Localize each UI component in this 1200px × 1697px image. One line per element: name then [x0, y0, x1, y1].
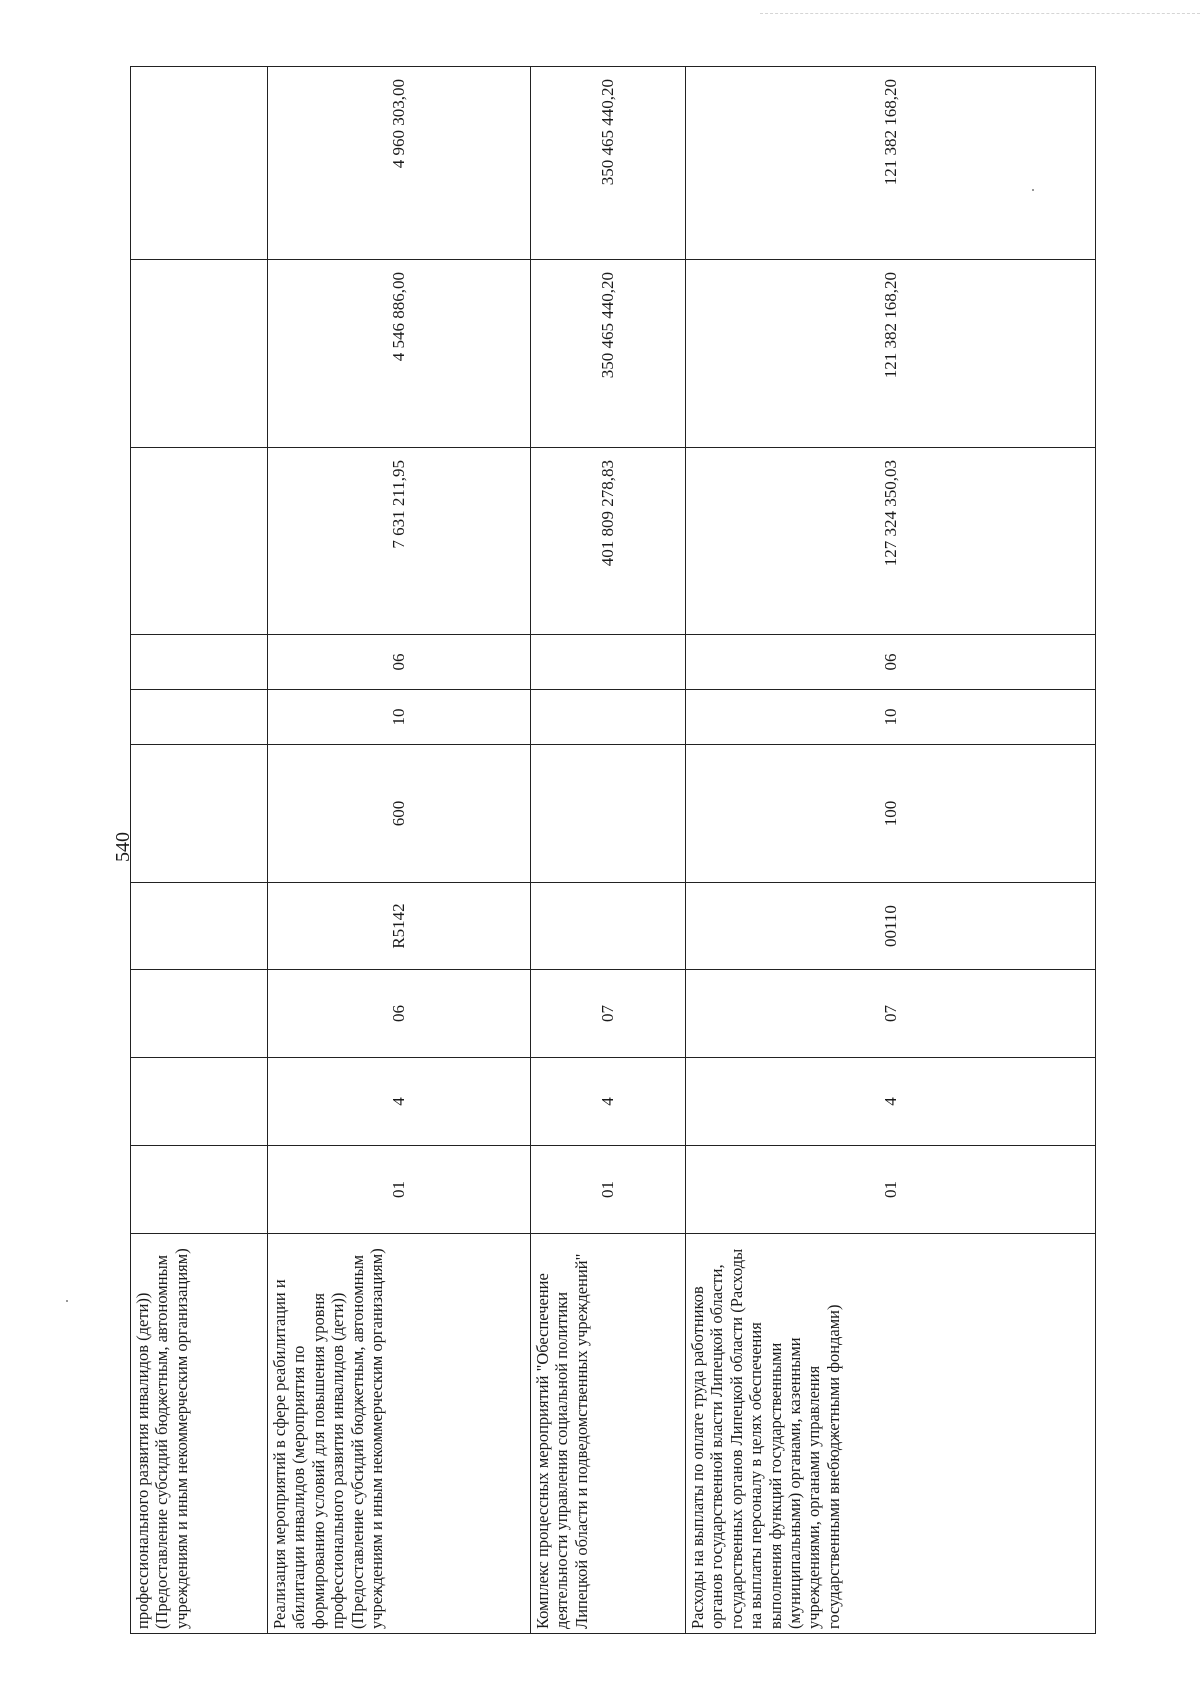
cell-subsection [131, 635, 268, 690]
cell-subsection [531, 635, 686, 690]
cell-expense-type: 600 [268, 745, 531, 883]
cell-amount-1 [131, 448, 268, 635]
cell-direction [131, 883, 268, 970]
budget-table [130, 66, 1096, 1634]
cell-amount-2: 350 465 440,20 [531, 260, 686, 448]
cell-program: 01 [531, 1146, 686, 1234]
cell-amount-1: 401 809 278,83 [531, 448, 686, 635]
table-row [686, 67, 1096, 1634]
cell-amount-2 [131, 260, 268, 448]
cell-amount-3 [131, 67, 268, 260]
cell-amount-3: 4 960 303,00 [268, 67, 531, 260]
table-row [531, 67, 686, 1634]
cell-subprogram: 4 [531, 1058, 686, 1146]
cell-amount-3: 350 465 440,20 [531, 67, 686, 260]
table-row [268, 67, 531, 1634]
row-description: Реализация мероприятий в сфере реабилитации и абилитации инвалидов (мероприятия по формированию условий для повышения уровня профессионального развития инвалидов (дети)) (Предоставление субсидий бюджетным, автономным учреждениям и иным некоммерческим организациям) [268, 1234, 531, 1634]
cell-event [131, 970, 268, 1058]
cell-expense-type: 100 [686, 745, 1096, 883]
cell-subsection: 06 [268, 635, 531, 690]
cell-section [531, 690, 686, 745]
page-number: 540 [112, 832, 134, 862]
cell-subprogram: 4 [686, 1058, 1096, 1146]
cell-subsection: 06 [686, 635, 1096, 690]
cell-expense-type [131, 745, 268, 883]
cell-amount-2: 4 546 886,00 [268, 260, 531, 448]
cell-amount-1: 7 631 211,95 [268, 448, 531, 635]
cell-direction [531, 883, 686, 970]
cell-subprogram [131, 1058, 268, 1146]
cell-amount-2: 121 382 168,20 [686, 260, 1096, 448]
row-description: Комплекс процессных мероприятий "Обеспечение деятельности управления социальной политики Липецкой области и подведомственных учреждений" [531, 1234, 686, 1634]
scan-speck [66, 1300, 68, 1302]
cell-direction: 00110 [686, 883, 1096, 970]
cell-program [131, 1146, 268, 1234]
table-row [131, 67, 268, 1634]
cell-expense-type [531, 745, 686, 883]
row-description: профессионального развития инвалидов (дети)) (Предоставление субсидий бюджетным, автономным учреждениям и иным некоммерческим организациям) [131, 1234, 268, 1634]
cell-direction: R5142 [268, 883, 531, 970]
cell-section [131, 690, 268, 745]
row-description: Расходы на выплаты по оплате труда работников органов государственной власти Липецкой области, государственных органов Липецкой области (Расходы на выплаты персоналу в целях обеспечения выполнения функций государственными (муниципальными) органами, казенными учреждениями, органами управления государственными внебюджетными фондами) [686, 1234, 1096, 1634]
cell-amount-1: 127 324 350,03 [686, 448, 1096, 635]
cell-event: 06 [268, 970, 531, 1058]
cell-event: 07 [686, 970, 1096, 1058]
cell-section: 10 [268, 690, 531, 745]
budget-table-frame [130, 67, 1095, 1634]
cell-section: 10 [686, 690, 1096, 745]
cell-subprogram: 4 [268, 1058, 531, 1146]
cell-program: 01 [686, 1146, 1096, 1234]
cell-amount-3: 121 382 168,20 [686, 67, 1096, 260]
cell-program: 01 [268, 1146, 531, 1234]
cell-event: 07 [531, 970, 686, 1058]
scan-artifact-line [760, 13, 1200, 14]
